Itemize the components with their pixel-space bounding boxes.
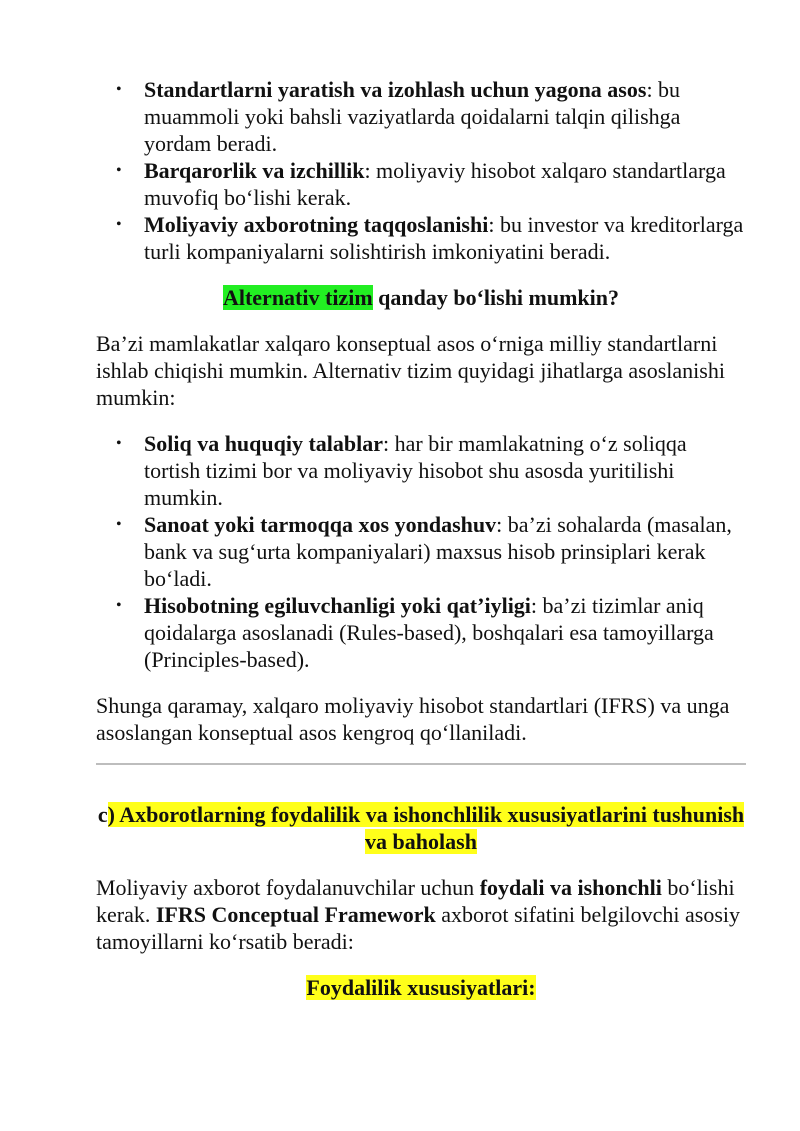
heading-highlight: ) Axborotlarning foydalilik va ishonchlilik xususiyatlarini tushunish va baholash [107,802,745,854]
heading-rest: qanday bo‘lishi mumkin? [372,285,620,310]
list-item-title: Moliyaviy axborotning taqqoslanishi [144,212,489,237]
bullet-icon: • [116,162,122,179]
list-item [96,157,746,211]
bullet-icon: • [116,597,122,614]
text-run: bo‘lishi kerak. [96,875,735,927]
bold-run: IFRS Conceptual Framework [155,902,436,927]
paragraph-conclusion: Shunga qaramay, xalqaro moliyaviy hisobot standartlari (IFRS) va unga asoslangan konseptual asos kengroq qo‘llaniladi. [96,693,730,745]
heading-highlight: Alternativ tizim [222,285,373,310]
section-heading-c [96,801,746,855]
heading-prefix: c [97,802,108,827]
list-item-title: Hisobotning egiluvchanligi yoki qat’iyligi [144,593,531,618]
list-item [96,76,746,157]
list-item [96,211,746,265]
paragraph-alternative-intro: Ba’zi mamlakatlar xalqaro konseptual asos o‘rniga milliy standartlarni ishlab chiqishi mumkin. Alternativ tizim quyidagi jihatlarga asoslanishi mumkin: [96,331,725,410]
list-item-text: : moliyaviy hisobot xalqaro standartlarga muvofiq bo‘lishi kerak. [144,158,726,210]
list-item-text: : bu muammoli yoki bahsli vaziyatlarda qoidalarni talqin qilishga yordam beradi. [144,77,681,156]
benefits-list [96,76,746,265]
horizontal-divider [96,763,746,765]
list-item [96,511,746,592]
bullet-icon: • [116,516,122,533]
text-run: Moliyaviy axborot foydalanuvchilar uchun [96,875,480,900]
paragraph-ifrs-intro [96,874,746,955]
list-item [96,430,746,511]
bullet-icon: • [116,216,122,233]
list-item [96,592,746,673]
heading-highlight: Foydalilik xususiyatlari: [306,975,536,1000]
list-item-text: : ba’zi tizimlar aniq qoidalarga asoslanadi (Rules-based), boshqalari esa tamoyillarga (Principles-based). [144,593,714,672]
section-heading-usefulness [96,974,746,1001]
bullet-icon: • [116,435,122,452]
list-item-title: Barqarorlik va izchillik [144,158,365,183]
text-run: axborot sifatini belgilovchi asosiy tamoyillarni ko‘rsatib beradi: [96,902,741,954]
list-item-title: Standartlarni yaratish va izohlash uchun yagona asos [144,77,647,102]
section-heading-alternative [96,284,746,311]
list-item-text: : bu investor va kreditorlarga turli kompaniyalarni solishtirish imkoniyatini beradi. [144,212,744,264]
document-page [96,76,746,1001]
list-item-title: Soliq va huquqiy talablar [144,431,384,456]
bold-run: foydali va ishonchli [479,875,662,900]
alternative-basis-list [96,430,746,673]
bullet-icon: • [116,81,122,98]
list-item-title: Sanoat yoki tarmoqqa xos yondashuv [144,512,497,537]
list-item-text: : ba’zi sohalarda (masalan, bank va sug‘urta kompaniyalari) maxsus hisob prinsiplari kerak bo‘ladi. [144,512,732,591]
list-item-text: : har bir mamlakatning o‘z soliqqa tortish tizimi bor va moliyaviy hisobot shu asosda yuritilishi mumkin. [144,431,687,510]
